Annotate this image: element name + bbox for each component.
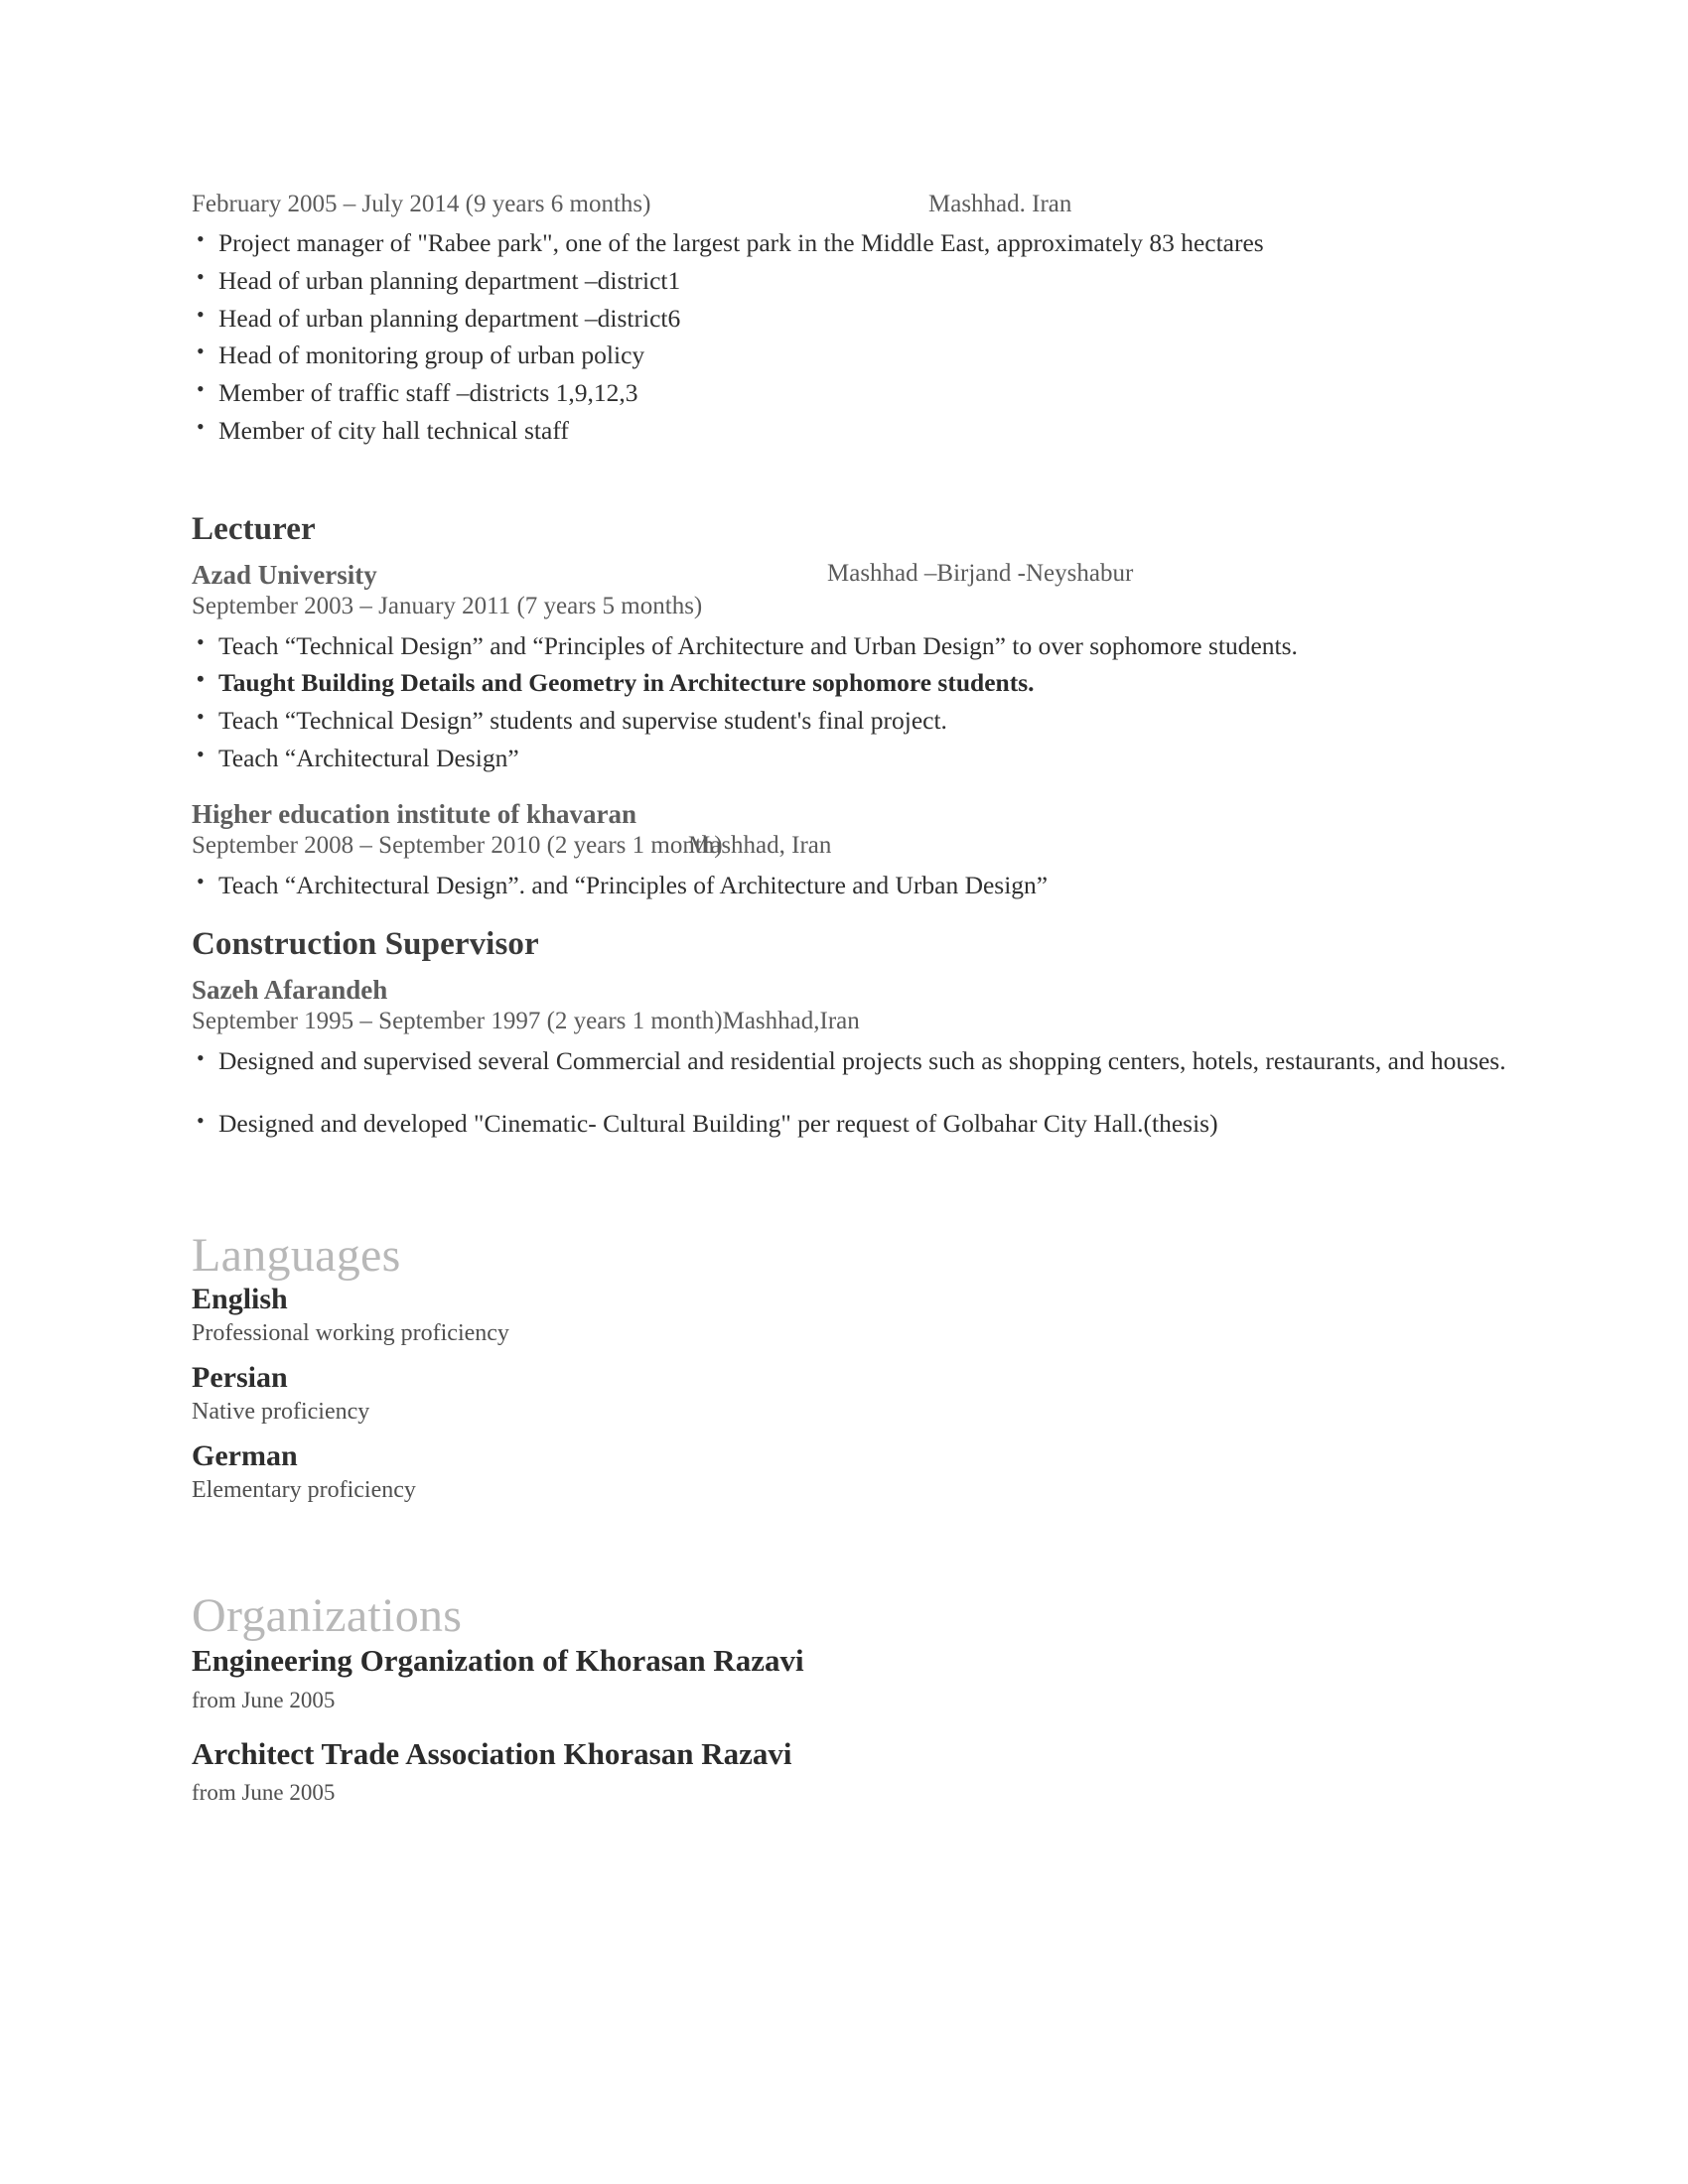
list-item: • Teach “Technical Design” and “Principles of Architecture and Urban Design” to over sophomore students. bbox=[192, 628, 1509, 664]
list-item: • Teach “Architectural Design” bbox=[192, 741, 1509, 776]
employer-dates-line bbox=[192, 830, 1509, 861]
language-level: Native proficiency bbox=[192, 1399, 370, 1426]
experience-bullet-list bbox=[192, 225, 1509, 448]
language-name: English bbox=[192, 1283, 288, 1316]
khavaran-bullet-list bbox=[192, 868, 1509, 903]
employer-name-line bbox=[192, 560, 1509, 591]
employer-location: Mashhad, Iran bbox=[688, 832, 832, 860]
organizations-section bbox=[192, 1590, 1509, 1807]
employer-name: Sazeh Afarandeh bbox=[192, 975, 388, 1006]
experience-location: Mashhad. Iran bbox=[928, 191, 1072, 217]
list-item: • Head of monitoring group of urban policy bbox=[192, 338, 1509, 373]
organization-item bbox=[192, 1735, 1509, 1807]
list-item: • Teach “Architectural Design”. and “Principles of Architecture and Urban Design” bbox=[192, 868, 1509, 903]
list-item: • Head of urban planning department –district1 bbox=[192, 263, 1509, 299]
employer-name: Azad University bbox=[192, 560, 377, 591]
employer-location: Mashhad –Birjand -Neyshabur bbox=[827, 560, 1134, 588]
section-heading-organizations: Organizations bbox=[192, 1588, 463, 1642]
organization-since: from June 2005 bbox=[192, 1780, 336, 1806]
list-item: • Member of city hall technical staff bbox=[192, 413, 1509, 449]
organization-name: Architect Trade Association Khorasan Razavi bbox=[192, 1736, 792, 1772]
lecturer-entry-khavaran bbox=[192, 799, 1509, 902]
languages-section bbox=[192, 1230, 1509, 1505]
experience-dates: February 2005 – July 2014 (9 years 6 months) bbox=[192, 191, 651, 217]
construction-bullet-list bbox=[192, 1043, 1509, 1143]
language-item bbox=[192, 1282, 1509, 1348]
section-heading-languages: Languages bbox=[192, 1228, 401, 1282]
organization-item bbox=[192, 1642, 1509, 1713]
list-item: • Teach “Technical Design” students and supervise student's final project. bbox=[192, 703, 1509, 739]
lecturer-section bbox=[192, 511, 1509, 902]
language-name: German bbox=[192, 1438, 298, 1472]
job-title-lecturer: Lecturer bbox=[192, 511, 316, 548]
experience-dates-line bbox=[192, 189, 1509, 219]
list-item: • Project manager of "Rabee park", one of the largest park in the Middle East, approximately 83 hectares bbox=[192, 225, 1509, 261]
employer-name-line bbox=[192, 799, 1509, 830]
language-name: Persian bbox=[192, 1361, 288, 1395]
organization-name: Engineering Organization of Khorasan Razavi bbox=[192, 1643, 804, 1679]
experience-continued-section bbox=[192, 189, 1509, 448]
employer-dates: September 1995 – September 1997 (2 years 1 month)Mashhad,Iran bbox=[192, 1008, 860, 1035]
list-item: • Taught Building Details and Geometry in Architecture sophomore students. bbox=[192, 665, 1509, 701]
employer-dates: September 2008 – September 2010 (2 years 1 month) bbox=[192, 832, 723, 860]
language-level: Professional working proficiency bbox=[192, 1320, 509, 1347]
language-item bbox=[192, 1360, 1509, 1427]
list-item: • Designed and developed "Cinematic- Cultural Building" per request of Golbahar City Hall.(thesis) bbox=[192, 1106, 1509, 1143]
lecturer-bullet-list bbox=[192, 628, 1509, 776]
list-item: • Head of urban planning department –district6 bbox=[192, 301, 1509, 337]
language-level: Elementary proficiency bbox=[192, 1476, 416, 1503]
job-title-construction-supervisor: Construction Supervisor bbox=[192, 926, 539, 963]
lecturer-entry-azad-university bbox=[192, 560, 1509, 775]
language-item bbox=[192, 1438, 1509, 1505]
employer-dates: September 2003 – January 2011 (7 years 5 months) bbox=[192, 593, 703, 620]
organization-since: from June 2005 bbox=[192, 1687, 336, 1712]
list-item: • Member of traffic staff –districts 1,9,12,3 bbox=[192, 375, 1509, 411]
construction-supervisor-section bbox=[192, 926, 1509, 1142]
employer-name: Higher education institute of khavaran bbox=[192, 799, 637, 830]
list-item: • Designed and supervised several Commercial and residential projects such as shopping centers, hotels, restaurants, and houses. bbox=[192, 1043, 1509, 1080]
